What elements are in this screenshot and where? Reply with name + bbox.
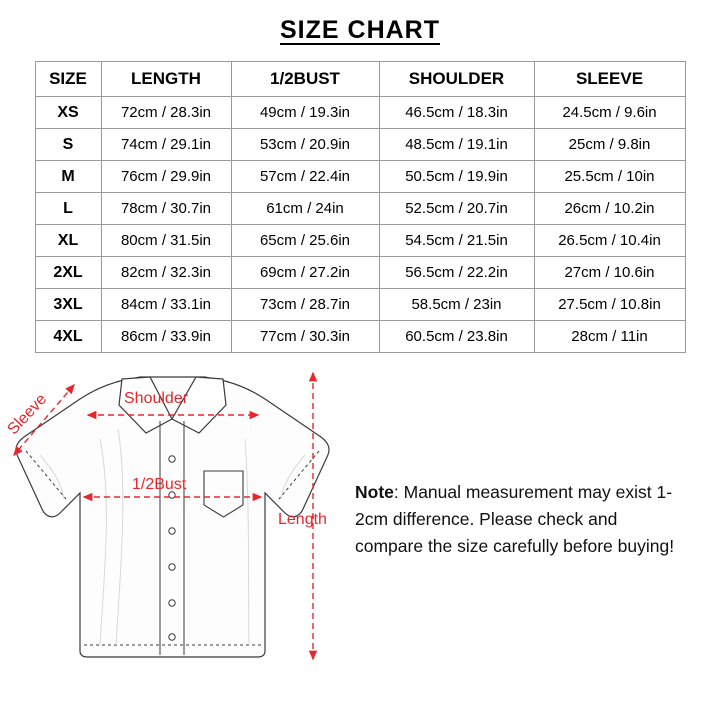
table-row — [35, 161, 685, 193]
cell-bust: 77cm / 30.3in — [231, 321, 379, 353]
table-row — [35, 129, 685, 161]
cell-shoulder: 52.5cm / 20.7in — [379, 193, 534, 225]
table-row — [35, 321, 685, 353]
diagram-and-note — [0, 359, 720, 709]
cell-length: 86cm / 33.9in — [101, 321, 231, 353]
cell-shoulder: 54.5cm / 21.5in — [379, 225, 534, 257]
cell-size: S — [35, 129, 101, 161]
cell-size: 3XL — [35, 289, 101, 321]
table-row — [35, 97, 685, 129]
cell-length: 82cm / 32.3in — [101, 257, 231, 289]
cell-sleeve: 27.5cm / 10.8in — [534, 289, 685, 321]
cell-shoulder: 48.5cm / 19.1in — [379, 129, 534, 161]
note-body: : Manual measurement may exist 1-2cm difference. Please check and compare the size carefully before buying! — [355, 482, 675, 557]
table-row — [35, 193, 685, 225]
cell-shoulder: 56.5cm / 22.2in — [379, 257, 534, 289]
cell-shoulder: 60.5cm / 23.8in — [379, 321, 534, 353]
cell-bust: 57cm / 22.4in — [231, 161, 379, 193]
note-prefix: Note — [355, 482, 394, 502]
cell-length: 78cm / 30.7in — [101, 193, 231, 225]
cell-sleeve: 25.5cm / 10in — [534, 161, 685, 193]
cell-bust: 53cm / 20.9in — [231, 129, 379, 161]
column-header-bust: 1/2BUST — [231, 62, 379, 97]
cell-bust: 69cm / 27.2in — [231, 257, 379, 289]
table-row — [35, 225, 685, 257]
cell-sleeve: 26.5cm / 10.4in — [534, 225, 685, 257]
cell-sleeve: 27cm / 10.6in — [534, 257, 685, 289]
cell-size: 4XL — [35, 321, 101, 353]
label-sleeve: Sleeve — [4, 390, 51, 439]
table-header-row — [35, 62, 685, 97]
cell-bust: 73cm / 28.7in — [231, 289, 379, 321]
cell-sleeve: 24.5cm / 9.6in — [534, 97, 685, 129]
column-header-shoulder: SHOULDER — [379, 62, 534, 97]
shirt-svg — [0, 359, 345, 709]
column-header-length: LENGTH — [101, 62, 231, 97]
cell-size: XL — [35, 225, 101, 257]
label-length: Length — [278, 511, 327, 528]
cell-size: XS — [35, 97, 101, 129]
cell-length: 74cm / 29.1in — [101, 129, 231, 161]
cell-bust: 49cm / 19.3in — [231, 97, 379, 129]
cell-size: L — [35, 193, 101, 225]
shirt-diagram — [0, 359, 345, 709]
cell-bust: 65cm / 25.6in — [231, 225, 379, 257]
table-row — [35, 257, 685, 289]
cell-size: 2XL — [35, 257, 101, 289]
label-half-bust: 1/2Bust — [132, 476, 187, 493]
cell-length: 76cm / 29.9in — [101, 161, 231, 193]
cell-length: 84cm / 33.1in — [101, 289, 231, 321]
column-header-sleeve: SLEEVE — [534, 62, 685, 97]
cell-shoulder: 58.5cm / 23in — [379, 289, 534, 321]
cell-sleeve: 28cm / 11in — [534, 321, 685, 353]
column-header-size: SIZE — [35, 62, 101, 97]
table-row — [35, 289, 685, 321]
page-title: SIZE CHART — [280, 16, 440, 44]
note-text — [355, 479, 685, 560]
cell-shoulder: 46.5cm / 18.3in — [379, 97, 534, 129]
cell-length: 72cm / 28.3in — [101, 97, 231, 129]
cell-shoulder: 50.5cm / 19.9in — [379, 161, 534, 193]
cell-size: M — [35, 161, 101, 193]
cell-sleeve: 26cm / 10.2in — [534, 193, 685, 225]
cell-length: 80cm / 31.5in — [101, 225, 231, 257]
cell-sleeve: 25cm / 9.8in — [534, 129, 685, 161]
cell-bust: 61cm / 24in — [231, 193, 379, 225]
label-shoulder: Shoulder — [124, 390, 189, 407]
size-chart-table — [35, 61, 686, 353]
